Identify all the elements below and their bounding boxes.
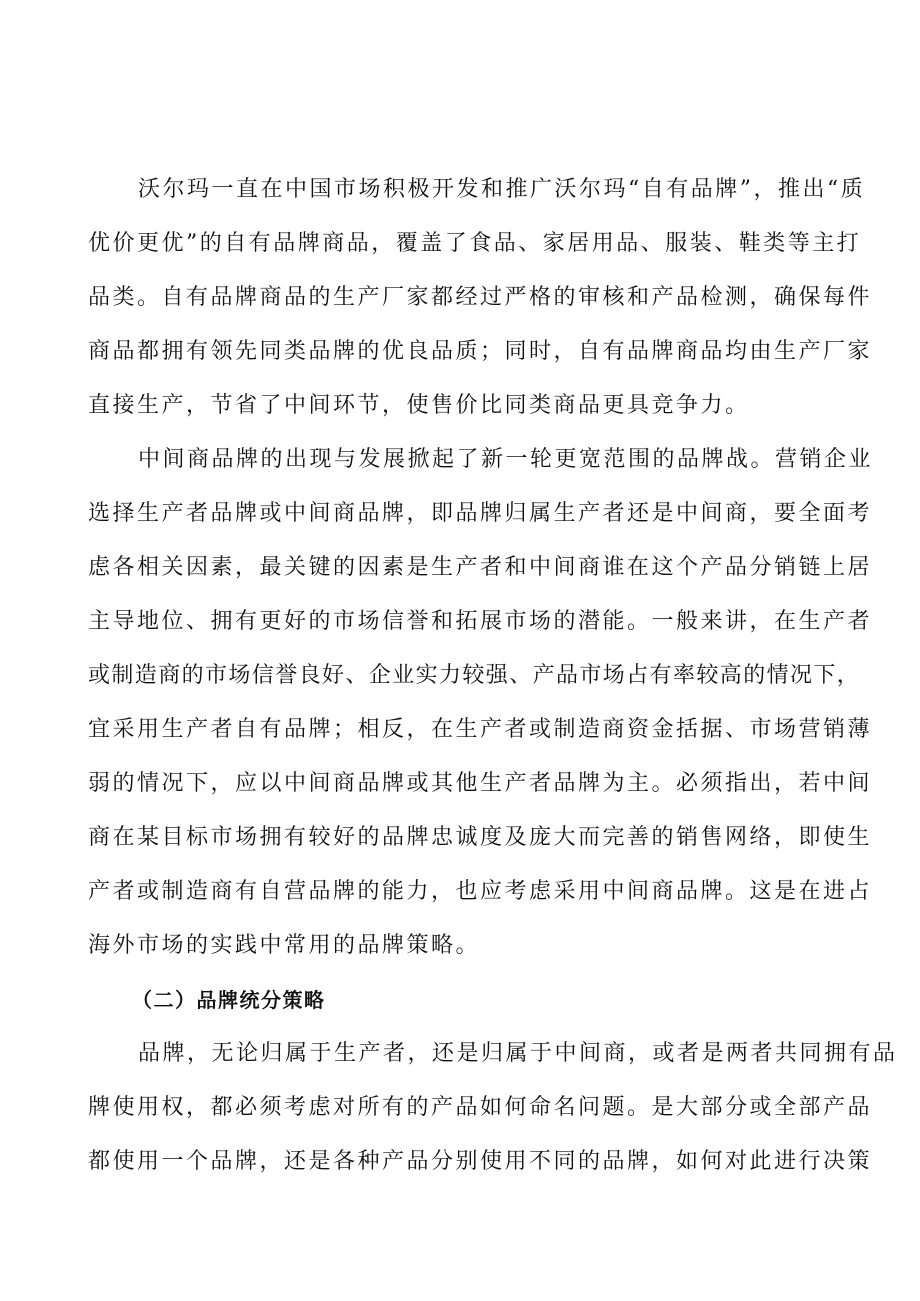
text-line: 或制造商的市场信誉良好、企业实力较强、产品市场占有率较高的情况下，	[88, 663, 861, 688]
text-line: 虑各相关因素，最关键的因素是生产者和中间商谁在这个产品分销链上居	[88, 555, 873, 580]
text-line: 沃尔玛一直在中国市场积极开发和推广沃尔玛“自有品牌”，推出“质	[138, 177, 866, 202]
text-line: 弱的情况下，应以中间商品牌或其他生产者品牌为主。必须指出，若中间	[88, 771, 873, 796]
section-heading: （二）品牌统分策略	[132, 988, 326, 1012]
text-line: 优价更优”的自有品牌商品，覆盖了食品、家居用品、服装、鞋类等主打	[88, 231, 862, 256]
text-line: 商品都拥有领先同类品牌的优良品质；同时，自有品牌商品均由生产厂家	[88, 339, 873, 364]
text-line: 牌使用权，都必须考虑对所有的产品如何命名问题。是大部分或全部产品	[88, 1095, 873, 1120]
text-line: 主导地位、拥有更好的市场信誉和拓展市场的潜能。一般来讲，在生产者	[88, 609, 873, 634]
paragraph-middleman-brand	[88, 433, 874, 973]
text-line: 都使用一个品牌，还是各种产品分别使用不同的品牌，如何对此进行决策	[88, 1149, 873, 1174]
text-line: 品类。自有品牌商品的生产厂家都经过严格的审核和产品检测，确保每件	[88, 285, 873, 310]
text-line: 产者或制造商有自营品牌的能力，也应考虑采用中间商品牌。这是在进占	[88, 879, 873, 904]
paragraph-walmart-own-brand	[88, 163, 873, 433]
document-body	[88, 163, 898, 1189]
text-line: 海外市场的实践中常用的品牌策略。	[88, 933, 481, 958]
paragraph-brand-naming	[88, 1027, 898, 1189]
text-line: 直接生产，节省了中间环节，使售价比同类商品更具竞争力。	[88, 393, 750, 418]
text-line: 宜采用生产者自有品牌；相反，在生产者或制造商资金括据、市场营销薄	[88, 717, 873, 742]
text-line: 商在某目标市场拥有较好的品牌忠诚度及庞大而完善的销售网络，即使生	[88, 825, 873, 850]
text-line: 选择生产者品牌或中间商品牌，即品牌归属生产者还是中间商，要全面考	[88, 501, 873, 526]
text-line: 中间商品牌的出现与发展掀起了新一轮更宽范围的品牌战。营销企业	[138, 447, 874, 472]
text-line: 品牌，无论归属于生产者，还是归属于中间商，或者是两者共同拥有品	[138, 1041, 898, 1066]
